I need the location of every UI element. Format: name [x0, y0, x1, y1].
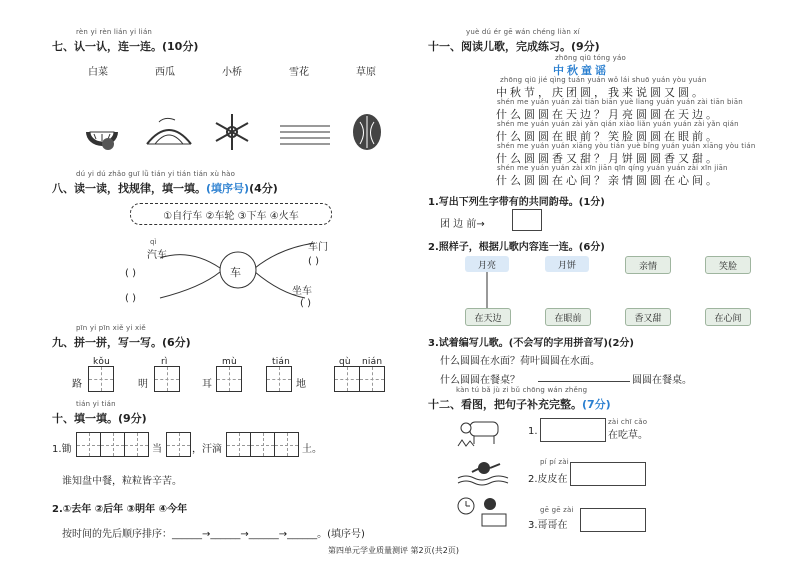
pill-bottom-2[interactable]: 在眼前	[545, 308, 591, 326]
watermelon-icon	[82, 112, 122, 152]
q9-py-6: nián	[362, 357, 383, 367]
poem-py-4: shén me yuán yuán xiāng yòu tián yuè bǐng yuán yuán xiāng yòu tián	[497, 142, 756, 150]
q9-box-2[interactable]	[154, 366, 179, 392]
q7-pinyin: rèn yi rèn lián yi lián	[76, 28, 153, 36]
q12-i1-text: 在吃草。	[608, 430, 648, 441]
q9-py-2: rì	[161, 357, 168, 367]
q9-py-4: tián	[272, 357, 291, 367]
pill-bottom-4[interactable]: 在心间	[705, 308, 751, 326]
q8-blank-3[interactable]: ( )	[308, 256, 319, 267]
q11-pinyin: yuè dú ér gē wán chéng liàn xí	[466, 28, 580, 36]
q8-pinyin: dú yi dú zhǎo guī lǜ tián yi tián tián xù hào	[76, 170, 236, 178]
page-footer: 第四单元学业质量测评 第2页(共2页)	[328, 546, 459, 555]
cabbage-icon	[350, 112, 384, 152]
q10-box-3[interactable]	[226, 432, 298, 457]
boy-with-clock-icon	[456, 494, 512, 530]
q7-title: 七、认一认，连一连。(10分)	[52, 40, 199, 53]
poem-line-5: 什么圆圆在心间？亲情圆圆在心间。	[496, 174, 720, 187]
q10-line1-c: ，汗滴	[192, 444, 222, 455]
q8-blank-1[interactable]: ( )	[125, 268, 136, 279]
qi-pinyin: qì	[150, 238, 157, 246]
q11-title: 十一、阅读儿歌，完成练习。(9分)	[428, 40, 600, 53]
q12-i1-pinyin: zài chī cǎo	[608, 418, 648, 426]
q7-word-2: 西瓜	[155, 67, 175, 78]
pill-top-3[interactable]: 亲情	[625, 256, 671, 274]
q11-s3-blank[interactable]	[538, 381, 630, 382]
q8-chemen: 车门	[308, 242, 328, 253]
poem-py-5: shén me yuán yuán zài xīn jiān qīn qíng yuán yuán zài xīn jiān	[497, 164, 728, 172]
grassland-icon	[278, 120, 332, 146]
q10-box-1[interactable]	[76, 432, 148, 457]
q9-pre-5: 地	[296, 379, 306, 390]
q7-word-4: 雪花	[289, 67, 309, 78]
q9-box-3[interactable]	[216, 366, 241, 392]
pill-bottom-3[interactable]: 香又甜	[625, 308, 671, 326]
poem-line-3: 什么圆圆在眼前？笑脸圆圆在眼前。	[496, 130, 720, 143]
q12-pinyin: kàn tú bǎ jù zi bǔ chōng wán zhěng	[456, 386, 588, 394]
q8-zuoche: 坐车	[292, 286, 312, 297]
q7-word-5: 草原	[356, 67, 376, 78]
bridge-icon	[145, 114, 193, 148]
q10-title: 十、填一填。(9分)	[52, 412, 147, 425]
q12-i2-pinyin: pí pí zài	[540, 458, 569, 466]
poem-py-2: shén me yuán yuán zài tiān biān yuè liang yuán yuán zài tiān biān	[497, 98, 743, 106]
q10-line4: 按时间的先后顺序排序：______→______→______→______。(填序号)	[62, 529, 365, 540]
q12-i1-box[interactable]	[540, 418, 606, 442]
poem-line-4: 什么圆圆香又甜？月饼圆圆香又甜。	[496, 152, 720, 165]
q11-s3-line2b: 圆圆在餐桌。	[632, 375, 692, 386]
q8-title: 八、读一读，找规律，填一填。(填序号)(4分)	[52, 182, 278, 195]
q9-py-1: kǒu	[93, 357, 111, 367]
pill-top-1[interactable]: 月亮	[465, 256, 509, 272]
q9-pre-3: 耳	[202, 379, 212, 390]
q9-pre-2: 明	[138, 379, 148, 390]
q12-i1-num: 1.	[528, 426, 538, 437]
snowflake-icon	[212, 112, 252, 152]
q9-py-3: mù	[222, 357, 237, 367]
pill-top-2[interactable]: 月饼	[545, 256, 589, 272]
poem-title: 中秋童谣	[553, 64, 609, 77]
cow-eating-grass-icon	[456, 414, 512, 448]
pill-bottom-1[interactable]: 在天边	[465, 308, 511, 326]
poem-py-1: zhōng qiū jié qìng tuán yuán wǒ lái shuō yuán yòu yuán	[500, 76, 707, 84]
q11-s2: 2.照样子，根据儿歌内容连一连。(6分)	[428, 242, 605, 253]
poem-py-3: shén me yuán yuán zài yǎn qián xiào liǎn yuán yuán zài yǎn qián	[497, 120, 739, 128]
q11-s1-answer[interactable]	[512, 209, 542, 231]
q8-center: 车	[230, 266, 241, 279]
swimming-boy-icon	[456, 456, 512, 486]
q12-i3-pinyin: gē gē zài	[540, 506, 574, 514]
q10-line1-d: 土。	[302, 444, 322, 455]
q8-qiche: 汽车	[147, 250, 167, 261]
q12-i3-text: 3.哥哥在	[528, 520, 568, 531]
q9-box-1[interactable]	[88, 366, 113, 392]
q9-title: 九、拼一拼，写一写。(6分)	[52, 336, 191, 349]
q11-s3: 3.试着编写儿歌。(不会写的字用拼音写)(2分)	[428, 338, 634, 349]
q12-i2-box[interactable]	[570, 462, 646, 486]
q9-pinyin: pīn yi pīn xiě yi xiě	[76, 324, 146, 332]
q10-line1-b: 当	[152, 444, 162, 455]
q11-s3-line2a: 什么圆圆在餐桌？	[440, 375, 520, 386]
pill-top-4[interactable]: 笑脸	[705, 256, 751, 274]
q8-options: ①自行车 ②车轮 ③下车 ④火车	[130, 203, 332, 225]
q8-blank-2[interactable]: ( )	[125, 293, 136, 304]
q10-line2: 谁知盘中餐，粒粒皆辛苦。	[62, 476, 182, 487]
q8-blank-4[interactable]: ( )	[300, 298, 311, 309]
q11-s3-line1: 什么圆圆在水面？荷叶圆圆在水面。	[440, 356, 600, 367]
poem-line-2: 什么圆圆在天边？月亮圆圆在天边。	[496, 108, 720, 121]
q10-box-2[interactable]	[166, 432, 190, 457]
q11-s1-words: 团 边 前→	[440, 219, 485, 230]
q9-py-5: qù	[339, 357, 351, 367]
q10-pinyin: tián yi tián	[76, 400, 116, 408]
poem-line-1: 中秋节，庆团圆，我来说圆又圆。	[496, 86, 706, 99]
q9-box-4[interactable]	[266, 366, 291, 392]
q12-i2-text: 2.皮皮在	[528, 474, 568, 485]
q12-title: 十二、看图，把句子补充完整。(7分)	[428, 398, 611, 411]
q7-word-3: 小桥	[222, 67, 242, 78]
q9-box-5[interactable]	[334, 366, 384, 392]
q12-i3-box[interactable]	[580, 508, 646, 532]
q7-word-1: 白菜	[88, 67, 108, 78]
q10-line3: 2.①去年 ②后年 ③明年 ④今年	[52, 504, 188, 515]
connect-line	[480, 272, 500, 308]
q9-pre-1: 路	[72, 379, 82, 390]
q10-line1-a: 1.锄	[52, 444, 72, 455]
poem-title-pinyin: zhōng qiū tóng yáo	[555, 54, 626, 62]
q11-s1: 1.写出下列生字带有的共同韵母。(1分)	[428, 197, 605, 208]
